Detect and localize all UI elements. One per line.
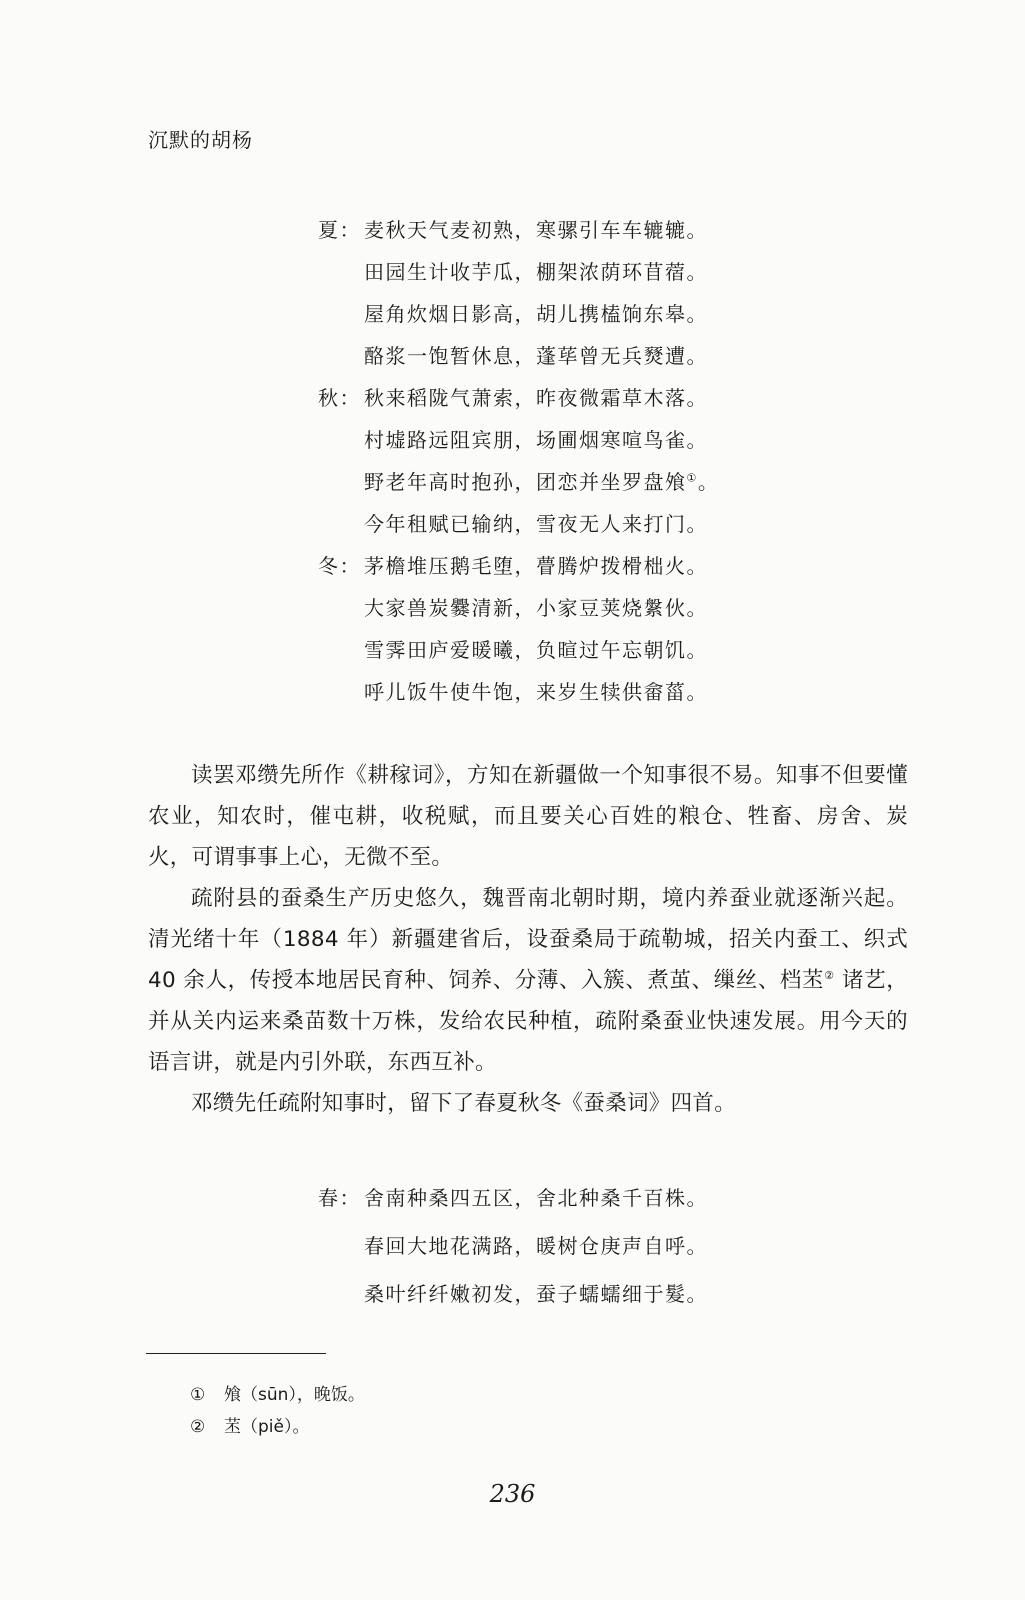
poem-line: [318, 334, 708, 378]
poem-line: [318, 292, 708, 336]
poem-line: [318, 1176, 708, 1220]
poem-line: [318, 670, 708, 714]
poem-line: [318, 628, 708, 672]
poem-text: 呼儿饭牛使牛饱，来岁生犊供畲菑。: [364, 680, 708, 704]
footnote-1: ① 飧（sūn），晚饭。: [190, 1385, 365, 1405]
poem-line: [318, 460, 719, 504]
footnote-ref-2: ②: [824, 968, 835, 982]
paragraph-3: 邓缵先任疏附知事时，留下了春夏秋冬《蚕桑词》四首。: [191, 1091, 737, 1116]
paragraph-2: 疏附县的蚕桑生产历史悠久，魏晋南北朝时期，境内养蚕业就逐渐兴起。清光绪十年（1884 年）新疆建省后，设蚕桑局于疏勒城，招关内蚕工、织式 40 余人，传授本地居民育种、饲养、分薄、入簇、煮茧、缫丝、档苤② 诸艺，并从关内运来桑苗数十万株，发给农民种植，疏附桑蚕业快速发展。用今天的语言讲，就是内引外联，东西互补。: [148, 886, 908, 1075]
running-head: 沉默的胡杨: [148, 128, 253, 152]
poem-text: 桑叶纤纤嫩初发，蚕子蠕蠕细于髮。: [364, 1282, 708, 1306]
poem-line: [318, 586, 708, 630]
poem-line: [318, 376, 708, 420]
prose-body: [148, 755, 908, 1124]
paragraph-1: 读罢邓缵先所作《耕稼词》，方知在新疆做一个知事很不易。知事不但要懂农业，知农时，催屯耕，收税赋，而且要关心百姓的粮仓、牲畜、房舍、炭火，可谓事事上心，无微不至。: [148, 763, 908, 870]
season-label: 冬：: [318, 554, 361, 578]
poem-text: 春回大地花满路，暖树仓庚声自呼。: [364, 1234, 708, 1258]
poem-line: [318, 1224, 708, 1268]
poem-line: [318, 544, 708, 588]
page-number: 236: [489, 1480, 536, 1508]
season-label: 夏：: [318, 218, 361, 242]
poem-line: [318, 1272, 708, 1316]
poem-text-tail: 。: [697, 470, 720, 494]
poem-text: 麦秋天气麦初熟，寒骡引车车辘辘。: [364, 218, 708, 242]
footnote-2: ② 苤（piě）。: [190, 1417, 310, 1437]
poem-text: 村墟路远阻宾朋，场圃烟寒喧鸟雀。: [364, 428, 708, 452]
poem-text: 茅檐堆压鹅毛堕，瞢腾炉拨榾柮火。: [364, 554, 708, 578]
poem-line: [318, 502, 708, 546]
footnote-ref-1: ①: [686, 471, 698, 485]
poem-text: 雪霁田庐爱暖曦，负暄过午忘朝饥。: [364, 638, 708, 662]
poem-text: 屋角炊烟日影高，胡儿携榼饷东皋。: [364, 302, 708, 326]
footnote-rule: [146, 1353, 326, 1354]
poem-line: [318, 418, 708, 462]
poem-text: 今年租赋已输纳，雪夜无人来打门。: [364, 512, 708, 536]
poem-text: 野老年高时抱孙，团恋并坐罗盘飧: [364, 470, 687, 494]
poem-line: [318, 250, 708, 294]
season-label: 春：: [318, 1186, 361, 1210]
poem-line: [318, 208, 708, 252]
poem-text: 舍南种桑四五区，舍北种桑千百株。: [364, 1186, 708, 1210]
poem-text: 田园生计收芋瓜，棚架浓荫环苜蓿。: [364, 260, 708, 284]
poem-text: 秋来稻陇气萧索，昨夜微霜草木落。: [364, 386, 708, 410]
poem-text: 大家兽炭爨清新，小家豆荚烧縏伙。: [364, 596, 708, 620]
poem-text: 酪浆一饱暂休息，蓬荜曾无兵燹遭。: [364, 344, 708, 368]
season-label: 秋：: [318, 386, 361, 410]
